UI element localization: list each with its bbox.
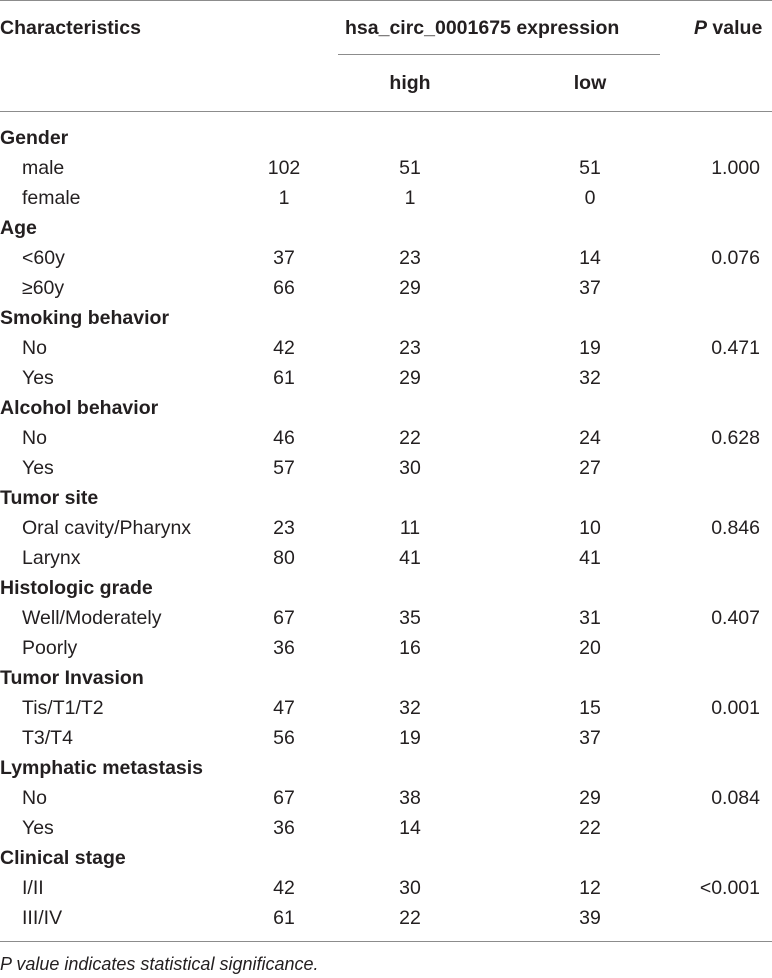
total-count: 67: [273, 787, 295, 809]
high-count: 22: [399, 907, 421, 929]
total-count: 102: [267, 157, 301, 179]
p-value: 0.846: [711, 517, 760, 539]
total-count: 47: [273, 697, 295, 719]
total-count: 23: [273, 517, 295, 539]
footnote-p: P: [0, 954, 12, 974]
low-count: 20: [579, 637, 601, 659]
high-count: 30: [399, 877, 421, 899]
p-value-header: [694, 17, 762, 39]
row-label: III/IV: [22, 907, 63, 929]
section-title: Age: [0, 217, 37, 239]
p-value: 0.001: [711, 697, 760, 719]
row-label: Tis/T1/T2: [22, 697, 104, 719]
p-italic: P: [694, 17, 708, 39]
characteristics-header: Characteristics: [0, 17, 141, 39]
low-count: 0: [584, 187, 596, 209]
row-label: female: [22, 187, 81, 209]
total-count: 57: [273, 457, 295, 479]
p-value: 0.084: [711, 787, 760, 809]
low-count: 37: [579, 727, 601, 749]
total-count: 37: [273, 247, 295, 269]
low-count: 32: [579, 367, 601, 389]
row-label: Oral cavity/Pharynx: [22, 517, 192, 539]
footnote-text: value indicates statistical significance.: [11, 954, 319, 974]
low-count: 12: [579, 877, 601, 899]
high-count: 16: [399, 637, 421, 659]
total-count: 1: [278, 187, 290, 209]
row-label: male: [22, 157, 65, 179]
row-label: No: [22, 427, 47, 449]
p-value: <0.001: [699, 877, 760, 899]
p-value-rest: value: [707, 17, 763, 39]
p-value: 0.471: [711, 337, 760, 359]
low-count: 31: [579, 607, 601, 629]
table-bottom-rule: [0, 941, 772, 942]
p-value: 1.000: [711, 157, 760, 179]
header-bottom-rule: [0, 111, 772, 112]
total-count: 66: [273, 277, 295, 299]
p-value: 0.407: [711, 607, 760, 629]
high-count: 32: [399, 697, 421, 719]
high-count: 38: [399, 787, 421, 809]
total-count: 67: [273, 607, 295, 629]
total-count: 46: [273, 427, 295, 449]
row-label: Yes: [22, 817, 54, 839]
section-title: Smoking behavior: [0, 307, 170, 329]
high-count: 35: [399, 607, 421, 629]
low-count: 14: [579, 247, 601, 269]
total-count: 56: [273, 727, 295, 749]
expression-subheader-rule: [338, 54, 660, 55]
total-count: 61: [273, 367, 295, 389]
low-count: 37: [579, 277, 601, 299]
low-header: low: [573, 72, 607, 94]
section-title: Lymphatic metastasis: [0, 757, 204, 779]
low-count: 29: [579, 787, 601, 809]
row-label: No: [22, 787, 47, 809]
section-title: Clinical stage: [0, 847, 126, 869]
top-rule: [0, 0, 772, 1]
p-value: 0.628: [711, 427, 760, 449]
total-count: 36: [273, 637, 295, 659]
high-count: 1: [404, 187, 416, 209]
p-value: 0.076: [711, 247, 760, 269]
low-count: 51: [579, 157, 601, 179]
low-count: 27: [579, 457, 601, 479]
row-label: Poorly: [22, 637, 78, 659]
high-count: 23: [399, 337, 421, 359]
high-count: 11: [399, 517, 421, 539]
section-title: Histologic grade: [0, 577, 153, 599]
high-count: 19: [399, 727, 421, 749]
high-count: 29: [399, 367, 421, 389]
row-label: <60y: [22, 247, 65, 269]
row-label: No: [22, 337, 47, 359]
row-label: Yes: [22, 457, 54, 479]
row-label: Well/Moderately: [22, 607, 162, 629]
total-count: 42: [273, 877, 295, 899]
total-count: 80: [273, 547, 295, 569]
low-count: 15: [579, 697, 601, 719]
high-count: 30: [399, 457, 421, 479]
row-label: Yes: [22, 367, 54, 389]
total-count: 61: [273, 907, 295, 929]
section-title: Tumor Invasion: [0, 667, 144, 689]
section-title: Gender: [0, 127, 69, 149]
expression-header: hsa_circ_0001675 expression: [345, 17, 620, 39]
high-count: 29: [399, 277, 421, 299]
high-count: 51: [399, 157, 421, 179]
section-title: Alcohol behavior: [0, 397, 159, 419]
high-count: 14: [399, 817, 421, 839]
section-title: Tumor site: [0, 487, 99, 509]
total-count: 36: [273, 817, 295, 839]
row-label: ≥60y: [22, 277, 65, 299]
low-count: 22: [579, 817, 601, 839]
low-count: 10: [579, 517, 601, 539]
low-count: 19: [579, 337, 601, 359]
high-count: 23: [399, 247, 421, 269]
total-count: 42: [273, 337, 295, 359]
high-count: 41: [399, 547, 421, 569]
low-count: 41: [579, 547, 601, 569]
low-count: 39: [579, 907, 601, 929]
high-header: high: [389, 72, 431, 94]
high-count: 22: [399, 427, 421, 449]
row-label: I/II: [22, 877, 44, 899]
low-count: 24: [579, 427, 601, 449]
row-label: T3/T4: [22, 727, 73, 749]
footnote: [0, 954, 319, 975]
row-label: Larynx: [22, 547, 81, 569]
